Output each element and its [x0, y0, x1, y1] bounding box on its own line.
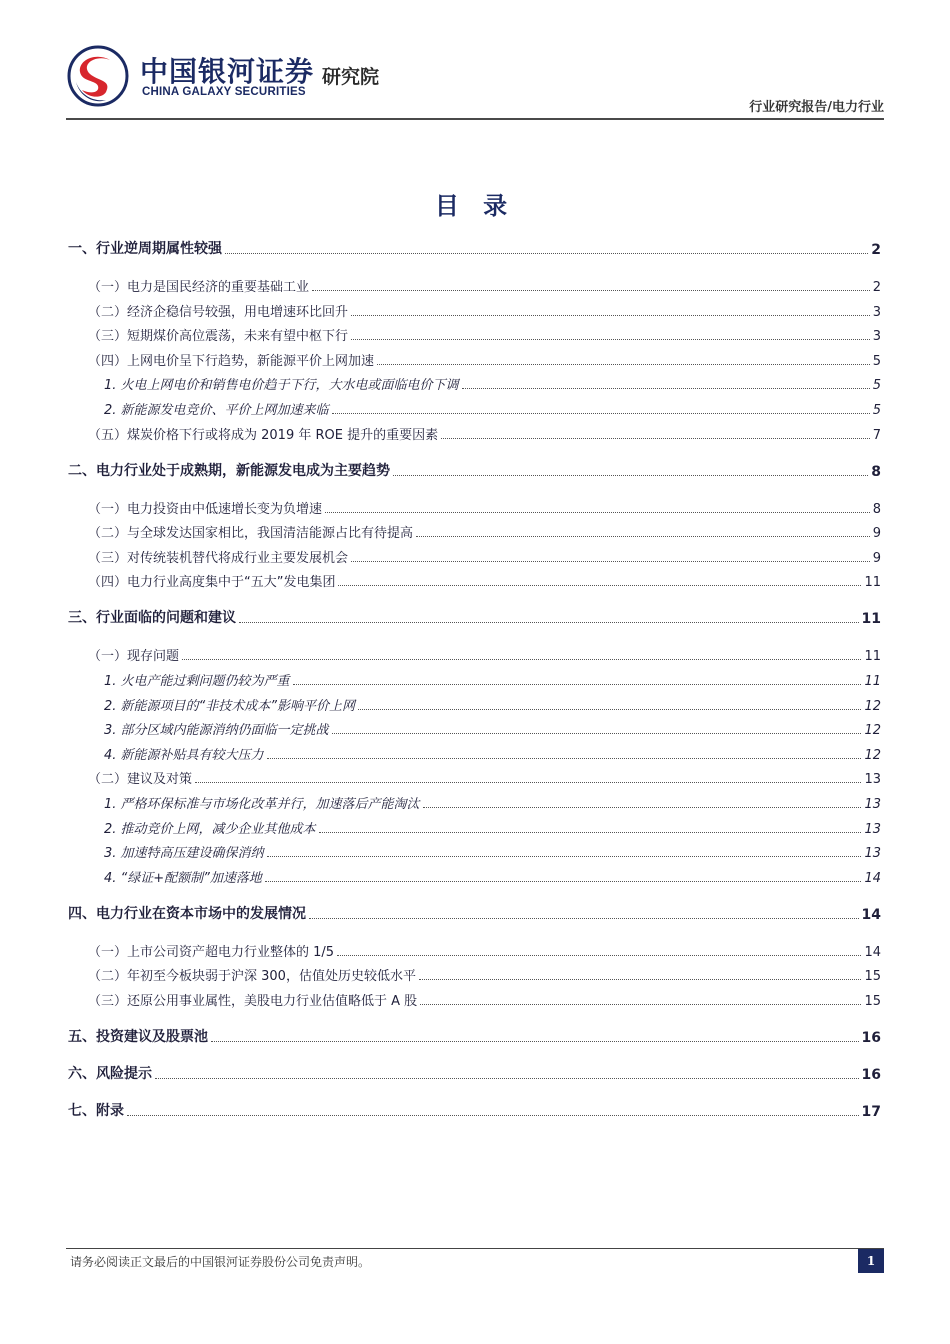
toc-dot-leader: [337, 955, 861, 956]
toc-entry-page[interactable]: 11: [861, 611, 881, 628]
toc-entry-page[interactable]: 5: [872, 353, 881, 369]
toc-entry[interactable]: [68, 238, 881, 258]
toc-entry[interactable]: [68, 546, 881, 566]
toc-entry-page[interactable]: 15: [864, 969, 881, 985]
toc-entry-page[interactable]: 9: [872, 550, 881, 566]
toc-entry-title[interactable]: 3. 部分区域内能源消纳仍面临一定挑战: [104, 723, 329, 739]
toc-dot-leader: [377, 364, 870, 365]
toc-entry[interactable]: [68, 607, 881, 627]
toc-dot-leader: [332, 413, 870, 414]
footer-disclaimer: 请务必阅读正文最后的中国银河证券股份公司免责声明。: [70, 1255, 371, 1269]
toc-entry-page[interactable]: 13: [864, 821, 881, 837]
toc-dot-leader: [351, 561, 870, 562]
toc-dot-leader: [267, 856, 862, 857]
toc-entry[interactable]: [68, 964, 881, 984]
toc-entry-page[interactable]: 2: [872, 280, 881, 295]
toc-entry-page[interactable]: 11: [864, 674, 881, 689]
toc-entry[interactable]: [68, 300, 881, 320]
toc-dot-leader: [332, 733, 862, 734]
toc-dot-leader: [127, 1115, 859, 1116]
toc-entry-title[interactable]: 二、电力行业处于成熟期，新能源发电成为主要趋势: [68, 462, 390, 479]
toc-dot-leader: [420, 1004, 861, 1005]
toc-entry-page[interactable]: 13: [864, 846, 881, 862]
toc-entry-title[interactable]: （一）现存问题: [88, 649, 180, 665]
toc-dot-leader: [267, 758, 862, 759]
brand-name-english: CHINA GALAXY SECURITIES: [142, 86, 306, 98]
toc-entry-page[interactable]: 12: [864, 698, 881, 714]
toc-entry[interactable]: [68, 718, 881, 738]
toc-dot-leader: [419, 979, 862, 980]
page-number-badge: 1: [858, 1249, 884, 1273]
toc-entry-title[interactable]: （一）电力是国民经济的重要基础工业: [88, 280, 310, 295]
report-header: [66, 40, 884, 120]
toc-dot-leader: [309, 918, 859, 919]
toc-dot-leader: [351, 339, 870, 340]
toc-dot-leader: [293, 684, 862, 685]
toc-entry[interactable]: [68, 989, 881, 1009]
toc-entry[interactable]: [68, 1026, 881, 1046]
toc-entry-page[interactable]: 14: [861, 906, 881, 923]
toc-dot-leader: [351, 315, 870, 316]
header-divider: [66, 118, 884, 120]
toc-entry[interactable]: [68, 767, 881, 787]
report-type-label: 行业研究报告/电力行业: [749, 100, 884, 115]
toc-entry[interactable]: [68, 940, 881, 960]
toc-entry-title[interactable]: （二）经济企稳信号较强，用电增速环比回升: [88, 304, 349, 320]
toc-entry-title[interactable]: 一、行业逆周期属性较强: [68, 241, 222, 257]
toc-entry[interactable]: [68, 497, 881, 517]
toc-entry-page[interactable]: 11: [864, 649, 881, 665]
toc-entry-title[interactable]: 2. 新能源项目的“非技术成本”影响平价上网: [104, 698, 356, 714]
toc-entry-title[interactable]: 4. “绿证+配额制”加速落地: [104, 870, 262, 886]
toc-entry-page[interactable]: 5: [872, 403, 881, 418]
toc-entry-page[interactable]: 16: [861, 1030, 881, 1046]
toc-entry-page[interactable]: 13: [864, 772, 881, 788]
toc-entry[interactable]: [68, 460, 881, 480]
toc-entry-title[interactable]: 1. 火电产能过剩问题仍较为严重: [104, 674, 290, 689]
toc-entry-title[interactable]: （三）还原公用事业属性，美股电力行业估值略低于 A 股: [88, 994, 418, 1009]
footer-divider: [66, 1248, 884, 1249]
toc-dot-leader: [155, 1078, 859, 1079]
toc-entry-title[interactable]: （二）年初至今板块弱于沪深 300，估值处历史较低水平: [88, 969, 416, 985]
galaxy-s-logo-icon: [66, 44, 130, 108]
toc-entry[interactable]: [68, 841, 881, 861]
toc-entry[interactable]: [68, 1063, 881, 1083]
toc-dot-leader: [319, 832, 862, 833]
toc-entry-page[interactable]: 17: [861, 1104, 881, 1120]
toc-dot-leader: [462, 388, 870, 389]
toc-dot-leader: [423, 807, 862, 808]
toc-entry[interactable]: [68, 521, 881, 541]
toc-entry-title[interactable]: 四、电力行业在资本市场中的发展情况: [68, 905, 306, 922]
toc-title: 目 录: [434, 191, 516, 220]
toc-entry-page[interactable]: 15: [864, 994, 881, 1009]
toc-entry[interactable]: [68, 669, 881, 689]
toc-entry-title[interactable]: （三）对传统装机替代将成行业主要发展机会: [88, 550, 349, 566]
toc-entry[interactable]: [68, 792, 881, 812]
toc-entry-title[interactable]: 4. 新能源补贴具有较大压力: [104, 747, 264, 763]
toc-dot-leader: [416, 536, 870, 537]
toc-entry[interactable]: [68, 743, 881, 763]
toc-entry-title[interactable]: 三、行业面临的问题和建议: [68, 610, 236, 627]
toc-dot-leader: [265, 881, 862, 882]
toc-entry-title[interactable]: 2. 新能源发电竞价、平价上网加速来临: [104, 403, 329, 418]
toc-entry[interactable]: [68, 398, 881, 418]
toc-entry-page[interactable]: 7: [872, 427, 881, 443]
toc-entry[interactable]: [68, 866, 881, 886]
toc-entry[interactable]: [68, 903, 881, 923]
toc-entry-page[interactable]: 8: [871, 463, 881, 480]
toc-dot-leader: [338, 585, 861, 586]
toc-dot-leader: [358, 709, 861, 710]
toc-entry[interactable]: [68, 694, 881, 714]
toc-entry[interactable]: [68, 275, 881, 295]
toc-entry-title[interactable]: 七、附录: [68, 1103, 124, 1119]
toc-entry-page[interactable]: 12: [864, 747, 881, 763]
toc-entry[interactable]: [68, 570, 881, 590]
toc-dot-leader: [393, 475, 868, 476]
toc-entry-title[interactable]: （二）建议及对策: [88, 772, 193, 788]
toc-dot-leader: [182, 659, 861, 660]
toc-entry[interactable]: [68, 1100, 881, 1120]
toc-entry[interactable]: [68, 644, 881, 664]
toc-dot-leader: [325, 512, 870, 513]
toc-entry-page[interactable]: 12: [864, 723, 881, 739]
toc-entry-title[interactable]: 2. 推动竞价上网，减少企业其他成本: [104, 821, 316, 837]
toc-entry-title[interactable]: （四）电力行业高度集中于“五大”发电集团: [88, 575, 336, 591]
toc-entry-title[interactable]: （一）电力投资由中低速增长变为负增速: [88, 501, 323, 517]
toc-entry-title[interactable]: 1. 严格环保标准与市场化改革并行，加速落后产能淘汰: [104, 797, 420, 812]
toc-dot-leader: [225, 253, 868, 254]
toc-entry-page[interactable]: 2: [871, 242, 881, 258]
toc-entry-page[interactable]: 3: [872, 304, 881, 320]
toc-entry-title[interactable]: 1. 火电上网电价和销售电价趋于下行，大水电或面临电价下调: [104, 378, 459, 394]
toc-entry-title[interactable]: 3. 加速特高压建设确保消纳: [104, 846, 264, 862]
toc-entry-page[interactable]: 5: [872, 378, 881, 394]
toc-entry-page[interactable]: 14: [864, 944, 881, 960]
toc-entry-title[interactable]: （五）煤炭价格下行或将成为 2019 年 ROE 提升的重要因素: [88, 427, 439, 443]
toc-entry-title[interactable]: 五、投资建议及股票池: [68, 1029, 208, 1045]
toc-entry[interactable]: [68, 423, 881, 443]
toc-entry-page[interactable]: 16: [861, 1067, 881, 1083]
toc-entry-page[interactable]: 9: [872, 526, 881, 542]
toc-entry[interactable]: [68, 324, 881, 344]
toc-entry-title[interactable]: （二）与全球发达国家相比，我国清洁能源占比有待提高: [88, 526, 414, 542]
toc-dot-leader: [312, 290, 870, 291]
toc-entry-title[interactable]: 六、风险提示: [68, 1066, 152, 1082]
brand-name-chinese: 中国银河证券: [140, 55, 315, 88]
toc-entry-page[interactable]: 13: [864, 797, 881, 812]
toc-dot-leader: [239, 622, 859, 623]
toc-entry-page[interactable]: 14: [864, 870, 881, 886]
toc-entry-title[interactable]: （三）短期煤价高位震荡，未来有望中枢下行: [88, 329, 349, 345]
toc-dot-leader: [195, 782, 861, 783]
toc-entry[interactable]: [68, 349, 881, 369]
toc-entry-page[interactable]: 11: [864, 575, 881, 591]
toc-entry-title[interactable]: （四）上网电价呈下行趋势，新能源平价上网加速: [88, 353, 375, 369]
toc-entry-page[interactable]: 8: [872, 501, 881, 517]
toc-entry[interactable]: [68, 817, 881, 837]
toc-entry-page[interactable]: 3: [872, 329, 881, 345]
toc-dot-leader: [211, 1041, 859, 1042]
toc-dot-leader: [441, 438, 870, 439]
toc-entry[interactable]: [68, 373, 881, 393]
toc-entry-title[interactable]: （一）上市公司资产超电力行业整体的 1/5: [88, 944, 335, 960]
brand-suffix: 研究院: [322, 66, 380, 88]
